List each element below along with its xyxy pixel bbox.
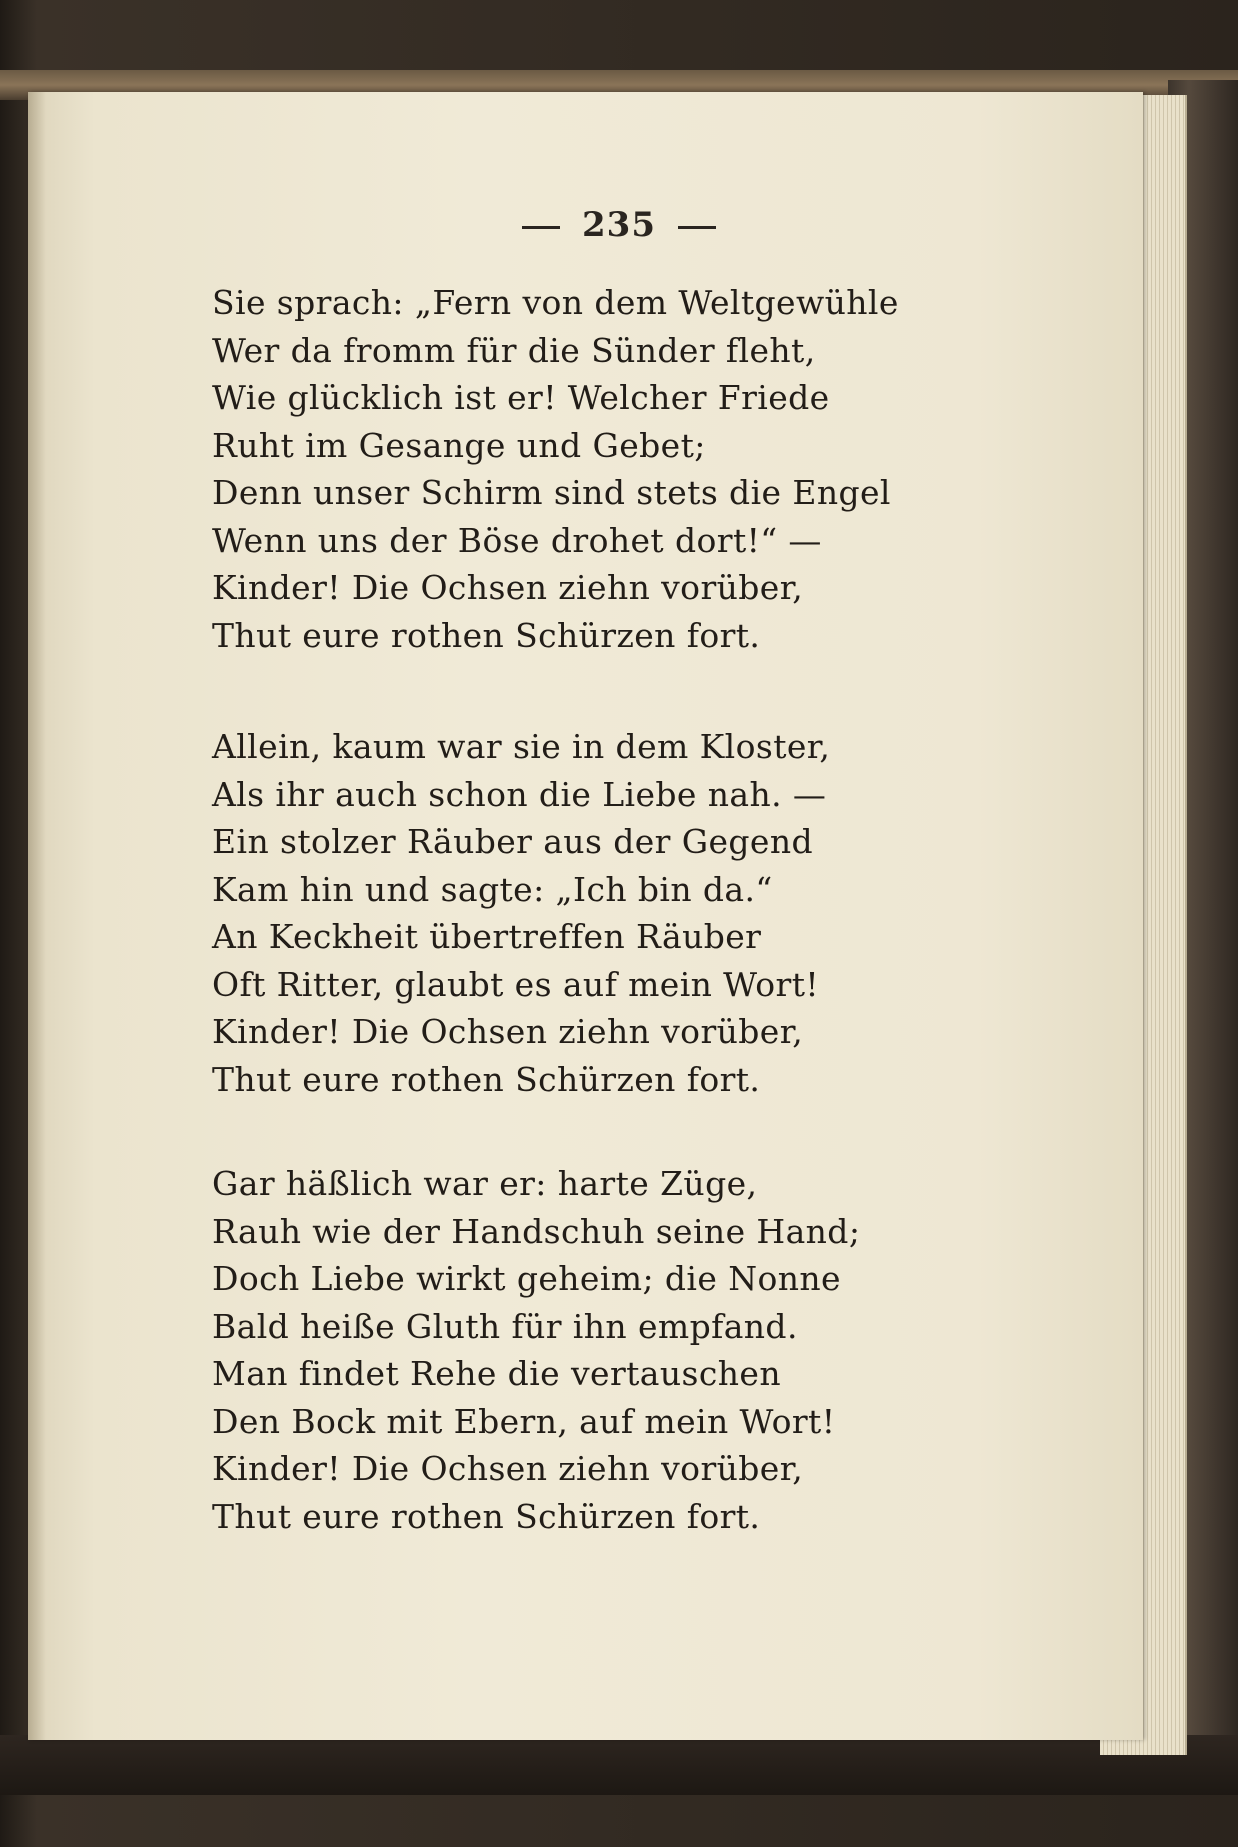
verse-line: Denn unser Schirm sind stets die Engel	[212, 473, 891, 512]
verse-line: Sie sprach: „Fern von dem Weltgewühle	[212, 283, 899, 322]
book-board-bottom	[0, 1735, 1238, 1795]
verse-line: Wie glücklich ist er! Welcher Friede	[212, 378, 830, 417]
refrain-line: Kinder! Die Ochsen ziehn vorüber,	[212, 1449, 804, 1488]
verse-line: Oft Ritter, glaubt es auf mein Wort!	[212, 964, 820, 1004]
refrain-line: Thut eure rothen Schürzen fort.	[212, 1059, 761, 1099]
page-number-value: 235	[582, 205, 656, 245]
verse-line: Den Bock mit Ebern, auf mein Wort!	[212, 1401, 836, 1441]
verse-line: Rauh wie der Handschuh seine Hand;	[212, 1211, 861, 1251]
verse-line: Bald heiße Gluth für ihn empfand.	[212, 1306, 798, 1346]
page-number	[0, 205, 1238, 245]
refrain-line: Thut eure rothen Schürzen fort.	[212, 1496, 761, 1536]
verse-line: Doch Liebe wirkt geheim; die Nonne	[212, 1259, 841, 1298]
verse-line: An Keckheit übertreffen Räuber	[212, 917, 762, 956]
page-number-dash-right	[678, 226, 716, 229]
verse-line: Ruht im Gesange und Gebet;	[212, 425, 706, 465]
verse-line: Man findet Rehe die vertauschen	[212, 1354, 781, 1393]
verse-line: Gar häßlich war er: harte Züge,	[212, 1164, 758, 1203]
stanza-2	[212, 723, 830, 1103]
verse-line: Kam hin und sagte: „Ich bin da.“	[212, 869, 773, 909]
refrain-line: Kinder! Die Ochsen ziehn vorüber,	[212, 1012, 804, 1051]
verse-line: Allein, kaum war sie in dem Kloster,	[212, 727, 831, 766]
verse-line: Als ihr auch schon die Liebe nah. —	[212, 774, 827, 814]
refrain-line: Kinder! Die Ochsen ziehn vorüber,	[212, 568, 804, 607]
verse-line: Ein stolzer Räuber aus der Gegend	[212, 822, 814, 861]
stanza-1	[212, 279, 899, 659]
stanza-3	[212, 1160, 860, 1540]
refrain-line: Thut eure rothen Schürzen fort.	[212, 615, 761, 655]
page-number-dash-left	[522, 226, 560, 229]
page-gutter	[28, 92, 46, 1740]
verse-line: Wenn uns der Böse drohet dort!“ —	[212, 520, 822, 560]
verse-line: Wer da fromm für die Sünder fleht,	[212, 330, 816, 370]
